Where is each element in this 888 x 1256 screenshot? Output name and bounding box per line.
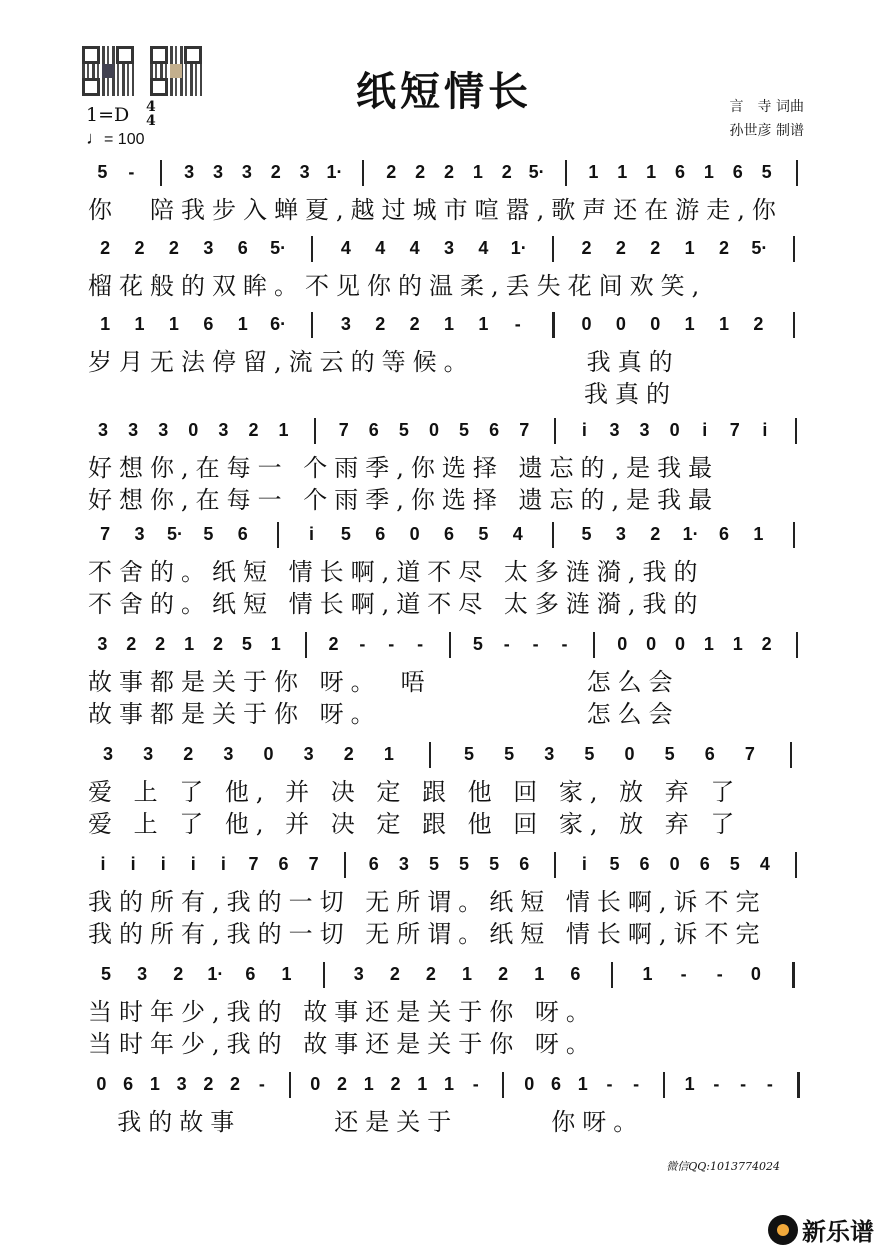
bar-line <box>449 632 451 658</box>
note: - <box>532 634 539 654</box>
notes-row <box>88 522 810 556</box>
credits <box>730 95 804 143</box>
note: 2 <box>328 634 339 654</box>
note: 3 <box>223 744 234 764</box>
bar-line <box>362 160 364 186</box>
lyric-line: 当时年少,我的 故事还是关于你 呀。 <box>88 1030 597 1058</box>
note: 1 <box>732 634 743 654</box>
key-signature: 1=D <box>86 104 130 126</box>
note: 3 <box>398 854 409 874</box>
note: 2 <box>183 744 194 764</box>
note: 0 <box>617 634 628 654</box>
note: 2 <box>168 238 179 258</box>
note: 3 <box>134 524 145 544</box>
bar-line <box>793 236 795 262</box>
note: - <box>740 1074 747 1094</box>
note: 0 <box>409 524 420 544</box>
note: 6 <box>675 162 686 182</box>
note: 1· <box>682 524 699 544</box>
note: - <box>472 1074 479 1094</box>
note: 2 <box>443 162 454 182</box>
note: 1 <box>577 1074 588 1094</box>
note: 2 <box>386 162 397 182</box>
notes-row <box>88 1072 810 1106</box>
note: 6 <box>245 964 256 984</box>
note: 2 <box>615 238 626 258</box>
note: 5 <box>101 964 112 984</box>
note: 0 <box>96 1074 107 1094</box>
bar-line <box>160 160 162 186</box>
bar-line <box>593 632 595 658</box>
note: 5 <box>584 744 595 764</box>
lyric-line: 爱 上 了 他, 并 决 定 跟 他 回 家, 放 弃 了 <box>88 810 742 838</box>
bar-line <box>429 742 431 768</box>
note: 3 <box>97 634 108 654</box>
note: 6· <box>270 314 287 334</box>
note: 0 <box>669 854 680 874</box>
lyric-line: 岁月无法停留,流云的等候。 我真的 <box>88 348 680 376</box>
note: i <box>581 420 587 440</box>
note: 2 <box>415 162 426 182</box>
arranger: 孙世彦 制谱 <box>729 123 804 139</box>
bar-line <box>311 236 313 262</box>
note: 3 <box>98 420 109 440</box>
note: - <box>128 162 135 182</box>
note: i <box>220 854 226 874</box>
time-numerator: 4 <box>146 99 156 115</box>
note: 1 <box>443 1074 454 1094</box>
note: - <box>503 634 510 654</box>
note: 3 <box>137 964 148 984</box>
note: 3 <box>241 162 252 182</box>
bar-line <box>289 1072 291 1098</box>
note: 1 <box>472 162 483 182</box>
note: 6 <box>123 1074 134 1094</box>
note: 4 <box>409 238 420 258</box>
note: 5· <box>270 238 287 258</box>
note: 0 <box>650 314 661 334</box>
note: 6 <box>570 964 581 984</box>
note: 4 <box>340 238 351 258</box>
note: 7 <box>100 524 111 544</box>
note: 6 <box>368 420 379 440</box>
note: 5 <box>398 420 409 440</box>
notes-row <box>88 312 810 346</box>
note: 6 <box>699 854 710 874</box>
bar-line <box>311 312 313 338</box>
note: - <box>388 634 395 654</box>
note: 1· <box>510 238 527 258</box>
note: i <box>308 524 314 544</box>
note: 2 <box>230 1074 241 1094</box>
note: 3 <box>303 744 314 764</box>
bar-line <box>796 160 798 186</box>
lyricist-composer: 言 寺 词曲 <box>729 99 804 115</box>
lyric-line: 榴花般的双眸。不见你的温柔,丢失花间欢笑, <box>88 272 707 300</box>
note: 1 <box>534 964 545 984</box>
note: 2 <box>212 634 223 654</box>
note: 2 <box>761 634 772 654</box>
note: - <box>258 1074 265 1094</box>
note: 4 <box>759 854 770 874</box>
note: 6 <box>519 854 530 874</box>
quarter-note-icon: ♩ <box>86 128 104 148</box>
score-system <box>88 522 810 620</box>
note: - <box>716 964 723 984</box>
note: - <box>514 314 521 334</box>
vinyl-record-icon <box>768 1215 798 1245</box>
note: 2 <box>409 314 420 334</box>
note: i <box>762 420 768 440</box>
lyric-line: 不舍的。纸短 情长啊,道不尽 太多涟漪,我的 <box>88 558 705 586</box>
note: 5 <box>459 854 470 874</box>
note: 1 <box>719 314 730 334</box>
score-system <box>88 1072 810 1138</box>
note: 5 <box>97 162 108 182</box>
note: 3 <box>158 420 169 440</box>
notes-row <box>88 962 810 996</box>
note: 1 <box>281 964 292 984</box>
note: 0 <box>646 634 657 654</box>
note: 1 <box>184 634 195 654</box>
note: 7 <box>338 420 349 440</box>
score-system <box>88 742 810 840</box>
score-system <box>88 852 810 950</box>
notes-row <box>88 852 810 886</box>
note: 2 <box>719 238 730 258</box>
notes-row <box>88 418 810 452</box>
score-system <box>88 236 810 302</box>
note: 0 <box>615 314 626 334</box>
bar-line <box>663 1072 665 1098</box>
note: 0 <box>188 420 199 440</box>
lyric-line: 不舍的。纸短 情长啊,道不尽 太多涟漪,我的 <box>88 590 705 618</box>
score-system <box>88 312 810 410</box>
note: 3 <box>615 524 626 544</box>
notes-row <box>88 160 810 194</box>
note: 4 <box>478 238 489 258</box>
note: 6 <box>550 1074 561 1094</box>
note: i <box>130 854 136 874</box>
note: 0 <box>263 744 274 764</box>
note: 1 <box>753 524 764 544</box>
bar-line <box>552 312 555 338</box>
note: 0 <box>581 314 592 334</box>
note: 0 <box>624 744 635 764</box>
note: 5 <box>464 744 475 764</box>
note: 3 <box>143 744 154 764</box>
tempo-value: = 100 <box>104 131 145 148</box>
note: 1 <box>100 314 111 334</box>
note: 2 <box>425 964 436 984</box>
note: 6 <box>719 524 730 544</box>
note: 3 <box>639 420 650 440</box>
note: 1 <box>149 1074 160 1094</box>
note: - <box>633 1074 640 1094</box>
note: 2 <box>126 634 137 654</box>
lyric-line: 故事都是关于你 呀。 怎么会 <box>88 700 680 728</box>
bar-line <box>314 418 316 444</box>
notes-row <box>88 236 810 270</box>
note: 5 <box>729 854 740 874</box>
note: 3 <box>212 162 223 182</box>
note: 0 <box>524 1074 535 1094</box>
note: 5 <box>478 524 489 544</box>
note: 6 <box>375 524 386 544</box>
note: 5 <box>203 524 214 544</box>
note: 6 <box>704 744 715 764</box>
bar-line <box>790 742 792 768</box>
note: 1 <box>642 964 653 984</box>
note: 0 <box>428 420 439 440</box>
bar-line <box>554 852 556 878</box>
score-system <box>88 632 810 730</box>
note: 2 <box>203 1074 214 1094</box>
note: 1 <box>478 314 489 334</box>
note: 0 <box>310 1074 321 1094</box>
note: 1 <box>278 420 289 440</box>
note: 5 <box>664 744 675 764</box>
note: - <box>713 1074 720 1094</box>
note: 5 <box>489 854 500 874</box>
note: 2 <box>389 964 400 984</box>
note: 7 <box>519 420 530 440</box>
lyric-line: 好想你,在每一 个雨季,你选择 遗忘的,是我最 <box>88 454 720 482</box>
bar-line <box>792 962 795 988</box>
note: 1 <box>237 314 248 334</box>
note: 4 <box>512 524 523 544</box>
bar-line <box>796 632 798 658</box>
bar-line <box>793 522 795 548</box>
note: - <box>606 1074 613 1094</box>
contact-watermark: 微信QQ:1013774024 <box>666 1160 780 1173</box>
note: 1 <box>270 634 281 654</box>
bar-line <box>552 236 554 262</box>
note: 6 <box>443 524 454 544</box>
note: i <box>581 854 587 874</box>
note: 2 <box>650 238 661 258</box>
note: 1 <box>588 162 599 182</box>
bar-line <box>552 522 554 548</box>
bar-line <box>797 1072 800 1098</box>
note: 6 <box>639 854 650 874</box>
note: 1· <box>207 964 224 984</box>
note: i <box>702 420 708 440</box>
note: 6 <box>237 238 248 258</box>
note: 2 <box>134 238 145 258</box>
time-denominator: 4 <box>146 113 156 129</box>
note: i <box>160 854 166 874</box>
score-system <box>88 962 810 1060</box>
bar-line <box>502 1072 504 1098</box>
bar-line <box>795 852 797 878</box>
note: 5 <box>504 744 515 764</box>
note: 3 <box>544 744 555 764</box>
note: 5 <box>428 854 439 874</box>
note: 0 <box>750 964 761 984</box>
note: 3 <box>340 314 351 334</box>
bar-line <box>277 522 279 548</box>
note: 3 <box>353 964 364 984</box>
note: 1· <box>326 162 343 182</box>
note: 5 <box>472 634 483 654</box>
note: 7 <box>729 420 740 440</box>
bar-line <box>344 852 346 878</box>
note: 4 <box>375 238 386 258</box>
note: 2 <box>501 162 512 182</box>
note: 2 <box>498 964 509 984</box>
note: 3 <box>184 162 195 182</box>
brand-logo <box>768 1212 874 1247</box>
note: 3 <box>203 238 214 258</box>
lyric-line: 你 陪我步入蝉夏,越过城市喧嚣,歌声还在游走,你 <box>88 196 783 224</box>
note: 5· <box>751 238 768 258</box>
note: 2 <box>650 524 661 544</box>
bar-line <box>795 418 797 444</box>
note: 1 <box>363 1074 374 1094</box>
note: - <box>680 964 687 984</box>
note: 0 <box>669 420 680 440</box>
bar-line <box>565 160 567 186</box>
lyric-line: 当时年少,我的 故事还是关于你 呀。 <box>88 998 597 1026</box>
note: 1 <box>462 964 473 984</box>
note: 2 <box>248 420 259 440</box>
note: 0 <box>675 634 686 654</box>
lyric-line: 我的所有,我的一切 无所谓。纸短 情长啊,诉不完 <box>88 920 767 948</box>
note: - <box>359 634 366 654</box>
note: 2 <box>753 314 764 334</box>
note: 2 <box>581 238 592 258</box>
note: 1 <box>703 162 714 182</box>
note: 1 <box>684 1074 695 1094</box>
note: 5 <box>340 524 351 544</box>
note: 7 <box>308 854 319 874</box>
bar-line <box>554 418 556 444</box>
note: - <box>766 1074 773 1094</box>
note: 2 <box>343 744 354 764</box>
note: 5 <box>761 162 772 182</box>
note: 3 <box>443 238 454 258</box>
note: - <box>417 634 424 654</box>
note: 7 <box>744 744 755 764</box>
score-system <box>88 418 810 516</box>
time-signature <box>146 100 156 128</box>
note: 2 <box>270 162 281 182</box>
note: 5 <box>581 524 592 544</box>
note: 3 <box>128 420 139 440</box>
note: 1 <box>684 238 695 258</box>
lyric-line: 我的所有,我的一切 无所谓。纸短 情长啊,诉不完 <box>88 888 767 916</box>
note: 2 <box>337 1074 348 1094</box>
note: 3 <box>299 162 310 182</box>
note: 1 <box>703 634 714 654</box>
note: 6 <box>732 162 743 182</box>
note: 6 <box>489 420 500 440</box>
score-system <box>88 160 810 226</box>
note: 7 <box>248 854 259 874</box>
note: 2 <box>390 1074 401 1094</box>
note: 6 <box>368 854 379 874</box>
note: 2 <box>100 238 111 258</box>
note: 1 <box>134 314 145 334</box>
bar-line <box>305 632 307 658</box>
note: 2 <box>155 634 166 654</box>
bar-line <box>611 962 613 988</box>
bar-line <box>793 312 795 338</box>
note: 3 <box>609 420 620 440</box>
note: 2 <box>375 314 386 334</box>
brand-name: 新乐谱 <box>802 1218 874 1246</box>
note: 5 <box>609 854 620 874</box>
note: 1 <box>443 314 454 334</box>
lyric-line: 好想你,在每一 个雨季,你选择 遗忘的,是我最 <box>88 486 720 514</box>
note: 5 <box>459 420 470 440</box>
lyric-line: 我的故事 还是关于 你呀。 <box>88 1108 645 1136</box>
note: 2 <box>173 964 184 984</box>
note: 5· <box>166 524 183 544</box>
lyric-line: 故事都是关于你 呀。 唔 怎么会 <box>88 668 680 696</box>
note: 1 <box>684 314 695 334</box>
note: - <box>561 634 568 654</box>
note: 5 <box>241 634 252 654</box>
note: i <box>100 854 106 874</box>
note: 1 <box>646 162 657 182</box>
note: 1 <box>417 1074 428 1094</box>
note: 1 <box>383 744 394 764</box>
notes-row <box>88 742 810 776</box>
tempo-marking <box>86 128 144 149</box>
note: 3 <box>176 1074 187 1094</box>
lyric-line: 爱 上 了 他, 并 决 定 跟 他 回 家, 放 弃 了 <box>88 778 742 806</box>
note: 3 <box>218 420 229 440</box>
note: 6 <box>237 524 248 544</box>
note: 1 <box>617 162 628 182</box>
note: i <box>190 854 196 874</box>
note: 5· <box>528 162 545 182</box>
note: 3 <box>103 744 114 764</box>
notes-row <box>88 632 810 666</box>
bar-line <box>323 962 325 988</box>
note: 6 <box>203 314 214 334</box>
song-title: 纸短情长 <box>356 68 532 115</box>
note: 6 <box>278 854 289 874</box>
lyric-line: 我真的 <box>88 380 677 408</box>
note: 1 <box>168 314 179 334</box>
